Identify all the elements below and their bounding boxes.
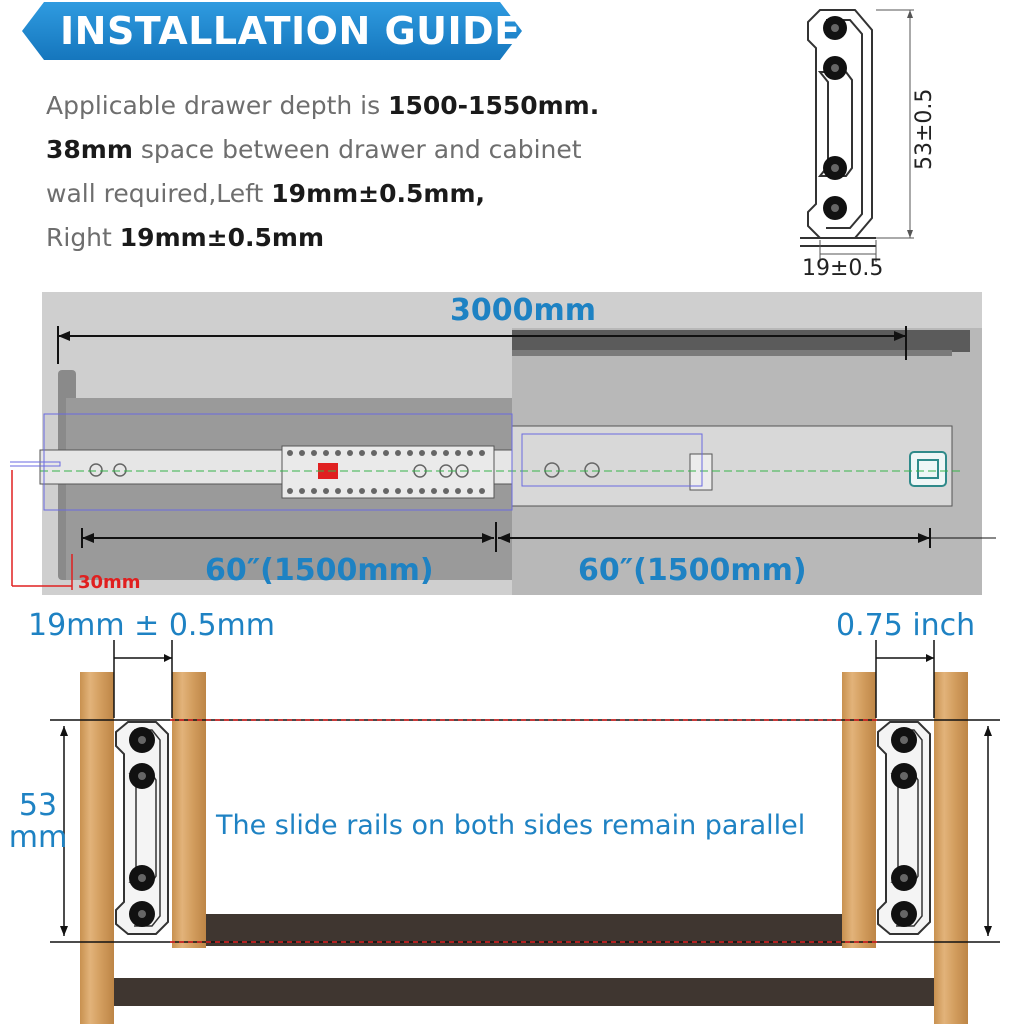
right-gap-value: 19mm±0.5mm	[119, 223, 325, 252]
description-line-3	[46, 172, 606, 216]
left-gap-value: 19mm±0.5mm,	[271, 179, 486, 208]
right-length-label: 60″(1500mm)	[578, 553, 807, 588]
slide-side-view	[0, 290, 1024, 600]
left-gap-label: 19mm ± 0.5mm	[28, 608, 275, 643]
depth-value: 1500-1550mm.	[388, 91, 600, 120]
description-line-2	[46, 128, 606, 172]
total-length-label: 3000mm	[450, 293, 597, 328]
description-line-1	[46, 84, 606, 128]
left-length-label: 60″(1500mm)	[205, 553, 434, 588]
profile-height-label: 53±0.5	[912, 88, 937, 170]
profile-width-label: 19±0.5	[802, 256, 884, 281]
space-value: 38mm	[46, 135, 133, 164]
description-text: wall required,Left	[46, 179, 272, 208]
description-text: Applicable drawer depth is	[46, 91, 389, 120]
offset-label: 30mm	[78, 572, 141, 593]
description-text: space between drawer and cabinet	[132, 135, 582, 164]
description-text: Right	[46, 223, 120, 252]
description-block	[46, 84, 606, 260]
right-gap-label: 0.75 inch	[836, 608, 976, 643]
rail-height-label: 53 mm	[8, 788, 68, 855]
parallel-note: The slide rails on both sides remain parallel	[216, 810, 806, 841]
page-title: INSTALLATION GUIDE:	[60, 9, 537, 53]
description-line-4	[46, 216, 606, 260]
